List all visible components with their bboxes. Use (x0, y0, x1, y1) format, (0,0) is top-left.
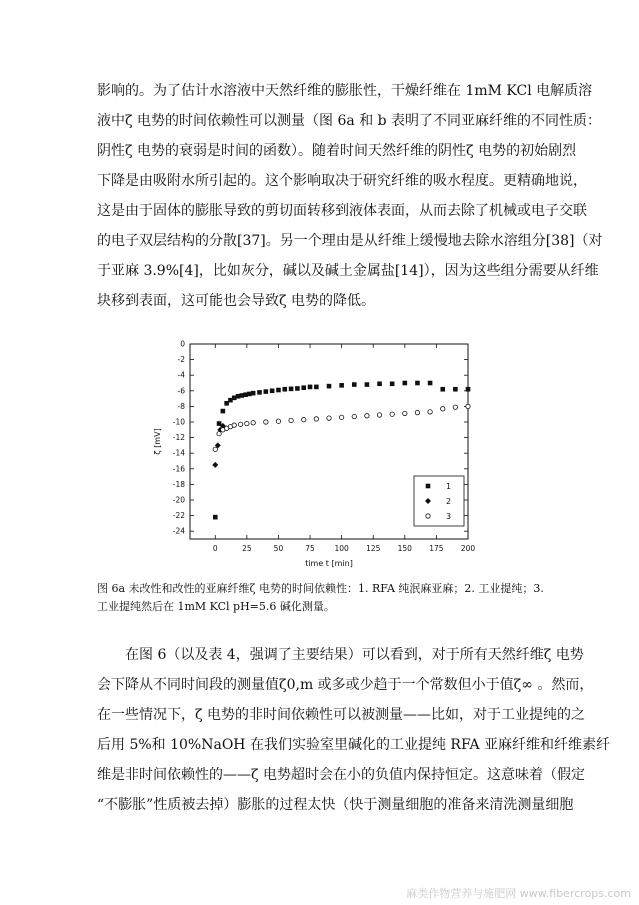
data-point-series-1 (276, 388, 281, 393)
y-tick-label: -18 (172, 479, 185, 489)
paragraph-1-line: 影响的。为了估计水溶液中天然纤维的膨胀性，干燥纤维在 1mM KCl 电解质溶 (97, 83, 593, 99)
figure-caption (97, 580, 557, 616)
x-tick-label: 200 (460, 544, 476, 553)
legend-box (414, 476, 464, 526)
data-point-series-1 (403, 381, 408, 386)
legend-marker (426, 484, 431, 489)
data-point-series-3 (377, 413, 381, 417)
x-tick-label: 75 (305, 544, 315, 553)
y-tick-label: -6 (177, 386, 185, 396)
paragraph-1-line: 下降是由吸附水所引起的。这个影响取决于研究纤维的吸水程度。更精确地说， (97, 173, 587, 189)
legend-label: 2 (446, 497, 452, 506)
data-point-series-1 (270, 389, 275, 394)
legend-label: 1 (446, 482, 452, 491)
x-tick-label: 50 (273, 544, 284, 553)
paragraph-2-line: 在一些情况下，ζ 电势的非时间依赖性可以被测量——比如，对于工业提纯的之 (97, 707, 586, 723)
data-point-series-1 (339, 383, 344, 388)
data-point-series-1 (295, 386, 300, 391)
data-point-series-3 (232, 423, 236, 427)
data-point-series-1 (453, 387, 458, 392)
paragraph-2-line: 在图 6（以及表 4，强调了主要结果）可以看到，对于所有天然纤维ζ 电势 (125, 647, 584, 663)
data-point-series-3 (441, 407, 445, 411)
paragraph-2-line: 后用 5%和 10%NaOH 在我们实验室里碱化的工业提纯 RFA 亚麻纤维和纤维素纤 (97, 737, 611, 753)
paragraph-2-line: “不膨胀”性质被去掉）膨胀的过程太快（快于测量细胞的准备来清洗测量细胞 (97, 797, 574, 813)
data-point-series-1 (251, 391, 256, 396)
data-point-series-3 (339, 415, 343, 419)
data-point-series-3 (415, 410, 419, 414)
data-point-series-1 (221, 409, 226, 414)
data-point-series-3 (403, 411, 407, 415)
y-tick-label: -4 (177, 370, 185, 380)
watermark: 麻类作物营养与施肥网 www.fibercrops.com (406, 887, 631, 900)
data-point-series-3 (276, 419, 280, 423)
x-axis-label: time t [min] (305, 559, 353, 568)
data-point-series-3 (264, 420, 268, 424)
x-tick-label: 150 (397, 544, 412, 553)
paragraph-2-line: 会下降从不同时间段的测量值ζ0,m 或多或少趋于一个常数但小于值ζ∞ 。然而， (97, 677, 594, 693)
data-point-series-3 (314, 417, 318, 421)
paragraph-1-line: 这是由于固体的膨胀导致的剪切面转移到液体表面，从而去除了机械或电子交联 (97, 203, 587, 219)
data-point-series-1 (289, 387, 294, 392)
x-tick-label: 175 (429, 544, 444, 553)
data-point-series-3 (213, 447, 217, 451)
y-tick-label: -24 (172, 526, 185, 536)
data-point-series-1 (466, 387, 471, 392)
data-point-series-1 (301, 385, 306, 390)
data-point-series-3 (217, 432, 221, 436)
x-tick-label: 25 (242, 544, 252, 553)
data-point-series-3 (453, 405, 457, 409)
y-tick-label: -16 (172, 464, 185, 474)
data-point-series-1 (415, 381, 420, 386)
paragraph-1-line: 阴性ζ 电势的衰弱是时间的函数）。随着时间天然纤维的阴性ζ 电势的初始剧烈 (97, 143, 577, 159)
data-point-series-3 (302, 417, 306, 421)
data-point-series-1 (282, 387, 287, 392)
data-point-series-2 (212, 462, 218, 468)
paragraph-1-line: 的电子双层结构的分散[37]。另一个理由是从纤维上缓慢地去除水溶组分[38]（对 (97, 233, 603, 249)
y-tick-label: -20 (172, 495, 185, 505)
data-point-series-3 (390, 412, 394, 416)
y-tick-label: 0 (180, 339, 185, 349)
data-point-series-3 (352, 414, 356, 418)
y-tick-label: -10 (172, 417, 185, 427)
data-point-series-3 (327, 416, 331, 420)
paragraph-2 (97, 640, 611, 820)
y-axis-label: ζ [mV] (153, 428, 162, 455)
data-point-series-1 (257, 390, 262, 395)
paragraph-1-line: 于亚麻 3.9%[4]，比如灰分，碱以及碱土金属盐[14]），因为这些组分需要从纤维 (97, 263, 599, 279)
data-point-series-3 (251, 421, 255, 425)
legend-marker (426, 514, 430, 518)
y-tick-label: -8 (177, 401, 185, 411)
data-point-series-1 (377, 381, 382, 386)
data-point-series-1 (264, 389, 269, 394)
data-point-series-1 (440, 387, 445, 392)
data-point-series-3 (238, 422, 242, 426)
data-point-series-3 (466, 404, 470, 408)
data-point-series-1 (308, 385, 313, 390)
legend-label: 3 (446, 512, 452, 521)
y-tick-label: -2 (177, 355, 185, 365)
data-point-series-3 (365, 414, 369, 418)
data-point-series-1 (352, 382, 357, 387)
x-tick-label: 0 (212, 544, 218, 553)
figure-6a (148, 336, 488, 578)
y-tick-label: -22 (172, 511, 185, 521)
data-point-series-3 (289, 418, 293, 422)
zeta-potential-chart (148, 336, 488, 578)
data-point-series-1 (314, 385, 319, 390)
data-point-series-1 (327, 384, 332, 389)
data-point-series-3 (245, 421, 249, 425)
y-tick-label: -12 (172, 433, 185, 443)
paragraph-1 (97, 76, 603, 316)
caption-line: 图 6a 未改性和改性的亚麻纤维ζ 电势的时间依赖性：1. RFA 纯泯麻亚麻；2. 工业提纯；3. (97, 582, 544, 595)
paragraph-1-line: 块移到表面，这可能也会导致ζ 电势的降低。 (97, 293, 376, 309)
x-tick-label: 100 (334, 544, 349, 553)
paragraph-1-line: 液中ζ 电势的时间依赖性可以测量（图 6a 和 b 表明了不同亚麻纤维的不同性质： (97, 113, 602, 129)
data-point-series-1 (428, 381, 433, 386)
paragraph-2-line: 维是非时间依赖性的——ζ 电势超时会在小的负值内保持恒定。这意味着（假定 (97, 767, 586, 783)
data-point-series-1 (390, 381, 395, 386)
caption-line: 工业提纯然后在 1mM KCl pH=5.6 碱化测量。 (97, 600, 335, 613)
data-point-series-1 (213, 515, 218, 520)
data-point-series-1 (365, 382, 370, 387)
data-point-series-3 (428, 410, 432, 414)
x-tick-label: 125 (366, 544, 381, 553)
y-tick-label: -14 (172, 448, 185, 458)
